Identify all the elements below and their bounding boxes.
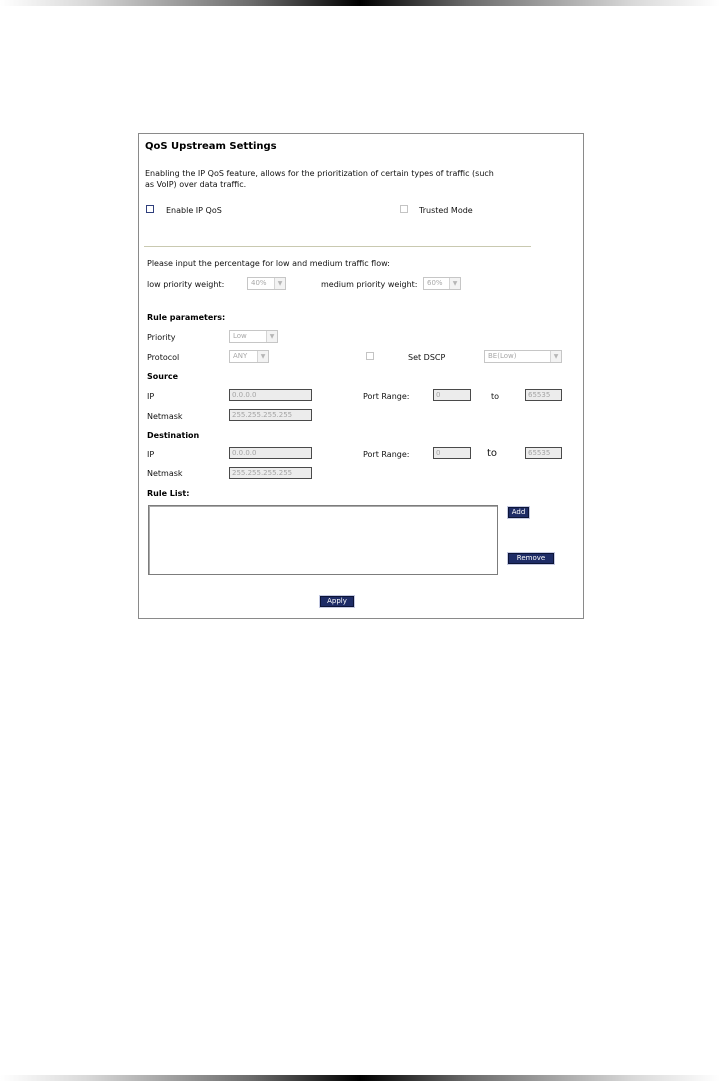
source-port-to-input[interactable]: 65535	[525, 389, 562, 401]
source-netmask-input[interactable]: 255.255.255.255	[229, 409, 312, 421]
chevron-down-icon: ▼	[266, 331, 277, 342]
apply-button[interactable]: Apply	[320, 596, 354, 607]
low-priority-weight-value: 40%	[251, 279, 267, 287]
protocol-label: Protocol	[147, 353, 180, 362]
destination-port-range-label: Port Range:	[363, 450, 410, 459]
chevron-down-icon: ▼	[550, 351, 561, 362]
divider	[144, 246, 531, 247]
chevron-down-icon: ▼	[257, 351, 268, 362]
rule-list-box[interactable]	[148, 505, 498, 575]
description-text: Enabling the IP QoS feature, allows for the prioritization of certain types of traffic (such as VoIP) over data traffic.	[145, 169, 494, 189]
add-button[interactable]: Add	[508, 507, 529, 518]
source-heading: Source	[147, 372, 179, 381]
destination-heading: Destination	[147, 431, 200, 440]
enable-ip-qos-checkbox[interactable]	[146, 205, 154, 213]
dscp-select[interactable]	[484, 350, 562, 363]
rule-parameters-heading: Rule parameters:	[147, 313, 226, 322]
low-priority-weight-select[interactable]	[247, 277, 286, 290]
rule-list-heading: Rule List:	[147, 489, 190, 498]
destination-to-label: to	[487, 448, 498, 459]
set-dscp-checkbox[interactable]	[366, 352, 374, 360]
enable-ip-qos-label: Enable IP QoS	[166, 206, 222, 215]
priority-value: Low	[233, 332, 247, 340]
destination-port-to-input[interactable]: 65535	[525, 447, 562, 459]
priority-select[interactable]	[229, 330, 278, 343]
destination-netmask-label: Netmask	[147, 469, 183, 478]
dscp-value: BE(Low)	[488, 352, 517, 360]
source-ip-label: IP	[147, 392, 155, 401]
destination-port-from-input[interactable]: 0	[433, 447, 471, 459]
source-netmask-label: Netmask	[147, 412, 183, 421]
priority-label: Priority	[147, 333, 176, 342]
source-port-range-label: Port Range:	[363, 392, 410, 401]
protocol-select[interactable]	[229, 350, 269, 363]
weights-prompt: Please input the percentage for low and medium traffic flow:	[147, 259, 390, 268]
destination-ip-label: IP	[147, 450, 155, 459]
page-title: QoS Upstream Settings	[145, 141, 277, 152]
protocol-value: ANY	[233, 352, 248, 360]
set-dscp-label: Set DSCP	[408, 353, 446, 362]
trusted-mode-label: Trusted Mode	[419, 206, 473, 215]
destination-netmask-input[interactable]: 255.255.255.255	[229, 467, 312, 479]
medium-priority-weight-select[interactable]	[423, 277, 461, 290]
medium-priority-weight-value: 60%	[427, 279, 443, 287]
trusted-mode-checkbox[interactable]	[400, 205, 408, 213]
destination-ip-input[interactable]: 0.0.0.0	[229, 447, 312, 459]
source-port-from-input[interactable]: 0	[433, 389, 471, 401]
remove-button[interactable]: Remove	[508, 553, 554, 564]
source-to-label: to	[491, 392, 500, 401]
medium-priority-weight-label: medium priority weight:	[321, 280, 418, 289]
top-decorative-bar	[0, 0, 720, 6]
source-ip-input[interactable]: 0.0.0.0	[229, 389, 312, 401]
bottom-decorative-bar	[0, 1075, 720, 1081]
chevron-down-icon: ▼	[274, 278, 285, 289]
chevron-down-icon: ▼	[449, 278, 460, 289]
low-priority-weight-label: low priority weight:	[147, 280, 225, 289]
